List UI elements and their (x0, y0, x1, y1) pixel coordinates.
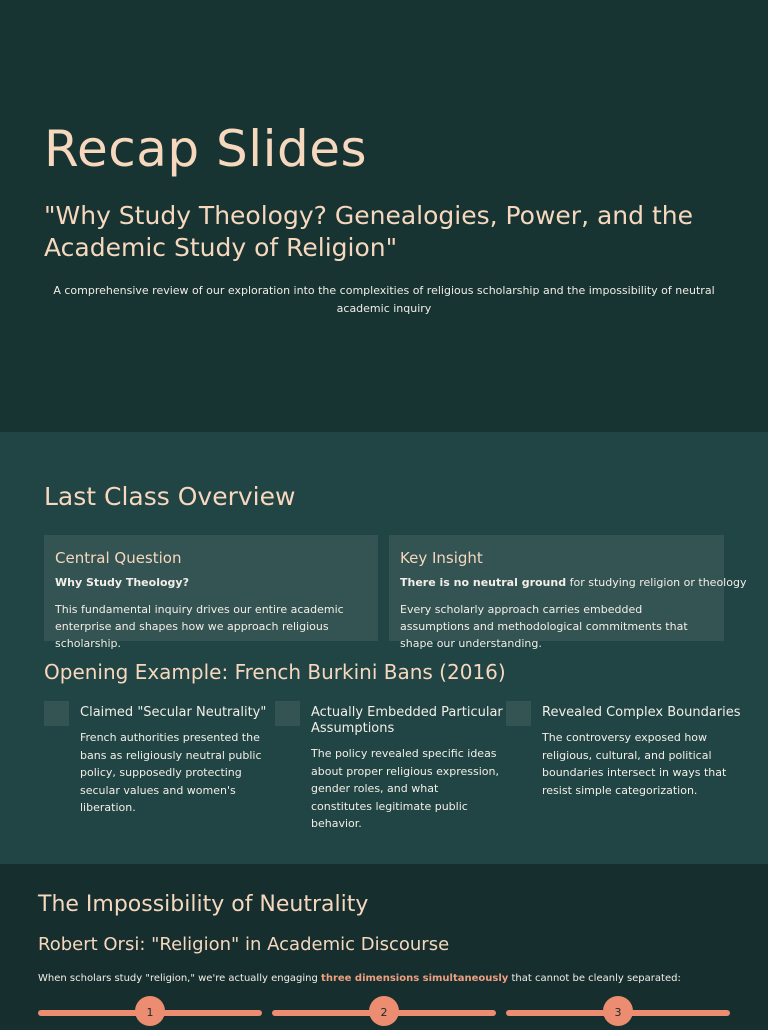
card-lead-bold: There is no neutral ground (400, 576, 567, 589)
dimension-bar (506, 1006, 730, 1019)
example-title: Opening Example: French Burkini Bans (2016) (44, 660, 506, 684)
neutrality-subtitle: Robert Orsi: "Religion" in Academic Discourse (38, 934, 450, 955)
intro-highlight: three dimensions simultaneously (321, 973, 509, 984)
card-title: Key Insight (400, 549, 483, 567)
card-description: This fundamental inquiry drives our entire academic enterprise and shapes how we approach religious scholarship. (55, 603, 344, 650)
title-slide (0, 0, 768, 432)
key-insight-card (389, 535, 747, 650)
card-lead-bold: Why Study Theology? (55, 576, 189, 589)
slide-subtitle: "Why Study Theology? Genealogies, Power, and the Academic Study of Religion" (44, 201, 693, 262)
central-question-card (44, 535, 378, 650)
example-marker-icon (506, 701, 531, 726)
example-heading: Revealed Complex Boundaries (542, 705, 741, 720)
intro-before: When scholars study "religion," we're actually engaging (38, 973, 322, 984)
overview-slide (0, 432, 768, 864)
slide-description: A comprehensive review of our exploration into the complexities of religious scholarship and the impossibility of neutral academic inquiry (53, 284, 715, 315)
card-lead (400, 576, 746, 589)
example-heading: Claimed "Secular Neutrality" (80, 705, 267, 720)
slide-title: Recap Slides (44, 120, 368, 178)
dimension-bar (272, 1006, 496, 1019)
card-title: Central Question (55, 549, 182, 567)
dimension-number-badge: 3 (603, 996, 633, 1026)
intro-after: that cannot be cleanly separated: (508, 973, 681, 984)
card-lead-rest: for studying religion or theology (566, 576, 747, 589)
neutrality-slide (0, 864, 768, 1024)
dimension-number-badge: 2 (369, 996, 399, 1026)
example-text: The policy revealed specific ideas about proper religious expression, gender roles, and what constitutes legitimate public behavior. (311, 747, 499, 830)
example-heading: Actually Embedded Particular Assumptions (311, 705, 503, 736)
card-lead (55, 576, 189, 589)
neutrality-intro (38, 973, 681, 984)
example-text: French authorities presented the bans as religiously neutral public policy, supposedly protecting secular values and women's liberation. (80, 731, 262, 814)
dimension-number-badge: 1 (135, 996, 165, 1026)
overview-title: Last Class Overview (44, 482, 296, 511)
dimension-bar (38, 1006, 262, 1019)
example-text: The controversy exposed how religious, cultural, and political boundaries intersect in ways that resist simple categorization. (542, 731, 727, 797)
neutrality-title: The Impossibility of Neutrality (38, 892, 369, 917)
example-marker-icon (44, 701, 69, 726)
example-marker-icon (275, 701, 300, 726)
card-description: Every scholarly approach carries embedded assumptions and methodological commitments that shape our understanding. (400, 603, 688, 650)
